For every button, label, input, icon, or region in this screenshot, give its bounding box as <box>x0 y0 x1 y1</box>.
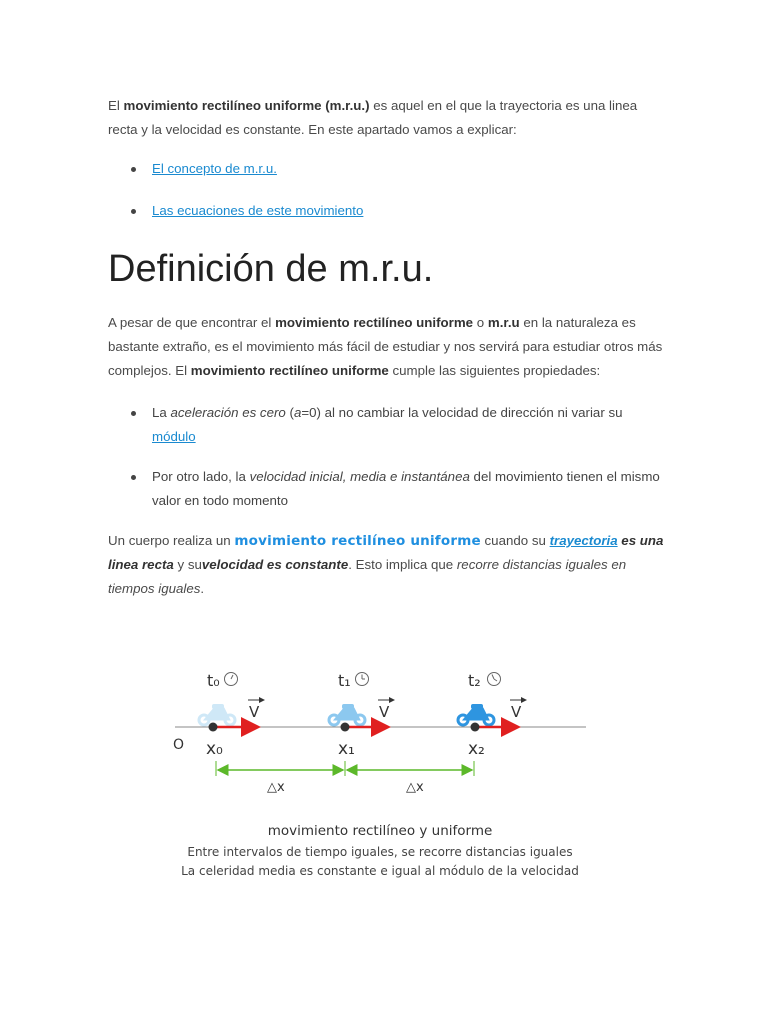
section-heading: Definición de m.r.u. <box>108 248 434 290</box>
mru-diagram <box>160 660 600 810</box>
delta-interval-2 <box>347 761 474 795</box>
position-point <box>209 723 218 732</box>
time-label: t₁ <box>338 671 351 690</box>
time-label: t₂ <box>468 671 481 690</box>
origin-label: O <box>173 737 185 753</box>
mru-highlight: movimiento rectilíneo uniforme <box>234 533 481 549</box>
moment-2 <box>458 671 526 759</box>
motorcycle-icon <box>199 704 235 725</box>
link-trayectoria[interactable]: trayectoria <box>549 533 618 548</box>
list-item: Por otro lado, la velocidad inicial, media e instantánea del movimiento tienen el mismo valor en todo momento <box>108 465 668 513</box>
velocity-label: V <box>379 703 390 721</box>
mru-paragraph: Un cuerpo realiza un movimiento rectilíneo uniforme cuando su trayectoria es una linea recta y suvelocidad es constante. Esto implica que recorre distancias iguales en tiempos iguales. <box>108 533 664 596</box>
article-content <box>108 94 668 601</box>
time-label: t₀ <box>207 671 220 690</box>
moment-1 <box>329 671 394 759</box>
diagram-caption-title: movimiento rectilíneo y uniforme <box>267 823 493 839</box>
clock-icon <box>225 673 238 686</box>
link-modulo[interactable]: módulo <box>152 429 196 444</box>
definition-paragraph: A pesar de que encontrar el movimiento rectilíneo uniforme o m.r.u en la naturaleza es bastante extraño, es el movimiento más fácil de estudiar y nos servirá para estudiar otros más complejos. El movimiento rectilíneo uniforme cumple las siguientes propiedades: <box>108 315 663 378</box>
position-label: x₁ <box>338 739 355 759</box>
velocity-label: V <box>511 703 522 721</box>
list-item: La aceleración es cero (a=0) al no cambiar la velocidad de dirección ni variar su módulo <box>108 401 668 449</box>
delta-label: △x <box>406 780 424 795</box>
clock-icon <box>356 673 369 686</box>
diagram-caption-line2: La celeridad media es constante e igual al módulo de la velocidad <box>181 864 579 878</box>
delta-interval-1 <box>216 761 345 795</box>
moment-0 <box>199 671 264 759</box>
properties-list <box>108 401 668 513</box>
link-concepto-mru[interactable]: El concepto de m.r.u. <box>152 161 277 176</box>
velocity-label: V <box>249 703 260 721</box>
list-item <box>108 157 668 181</box>
motorcycle-icon <box>329 704 365 725</box>
position-point <box>471 723 480 732</box>
link-ecuaciones[interactable]: Las ecuaciones de este movimiento <box>152 203 364 218</box>
clock-icon <box>488 673 501 686</box>
position-point <box>341 723 350 732</box>
position-label: x₂ <box>468 739 485 759</box>
position-label: x₀ <box>206 739 223 759</box>
intro-paragraph: El movimiento rectilíneo uniforme (m.r.u.) es aquel en el que la trayectoria es una linea recta y la velocidad es constante. En este apartado vamos a explicar: <box>108 98 638 137</box>
list-item <box>108 199 668 223</box>
toc-list <box>108 157 668 223</box>
delta-label: △x <box>267 780 285 795</box>
diagram-caption-line1: Entre intervalos de tiempo iguales, se recorre distancias iguales <box>187 845 573 859</box>
motorcycle-icon <box>458 704 494 725</box>
